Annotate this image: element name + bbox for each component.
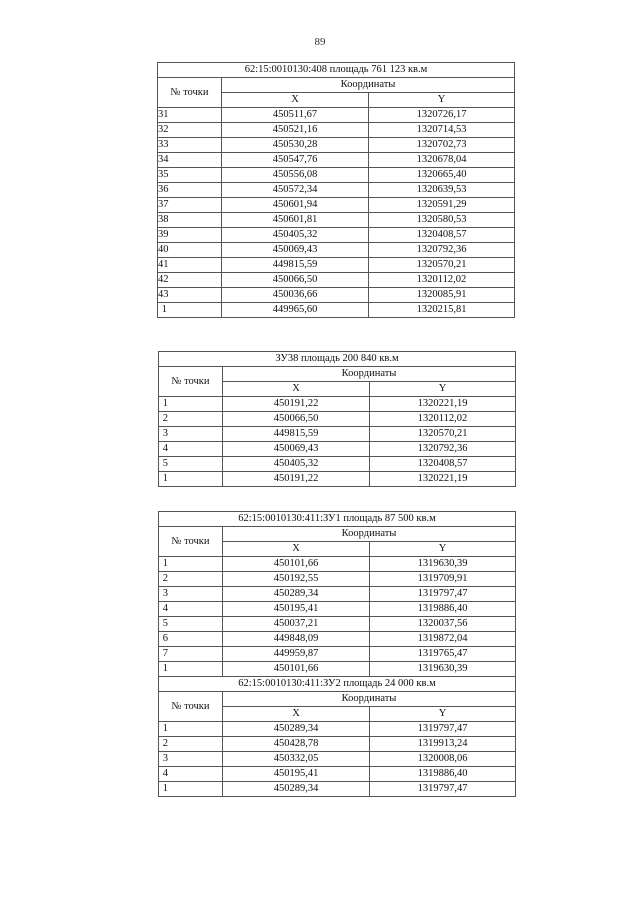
x-coordinate: 450428,78	[223, 737, 370, 752]
point-number: 34	[158, 153, 222, 168]
table-header-row	[159, 527, 516, 542]
x-coordinate: 450289,34	[223, 587, 370, 602]
point-number: 5	[159, 457, 223, 472]
y-coordinate: 1320215,81	[369, 303, 515, 318]
y-header: Y	[370, 382, 516, 397]
table-row	[159, 737, 516, 752]
x-header: X	[222, 93, 369, 108]
point-number: 43	[158, 288, 222, 303]
point-number: 1	[159, 722, 223, 737]
coordinates-header: Координаты	[223, 367, 516, 382]
x-coordinate: 450069,43	[222, 243, 369, 258]
table-row	[159, 632, 516, 647]
x-coordinate: 450191,22	[223, 397, 370, 412]
x-coordinate: 450572,34	[222, 183, 369, 198]
table-row	[158, 168, 515, 183]
table-row	[159, 427, 516, 442]
y-coordinate: 1319913,24	[370, 737, 516, 752]
point-number: 1	[159, 782, 223, 797]
table-row	[158, 123, 515, 138]
x-coordinate: 450521,16	[222, 123, 369, 138]
table-row	[158, 273, 515, 288]
x-coordinate: 450289,34	[223, 782, 370, 797]
x-coordinate: 449965,60	[222, 303, 369, 318]
table-row	[159, 617, 516, 632]
y-coordinate: 1320112,02	[369, 273, 515, 288]
point-number: 1	[159, 557, 223, 572]
table-row	[158, 183, 515, 198]
table-row	[158, 228, 515, 243]
table-header-row	[159, 367, 516, 382]
table-row	[158, 303, 515, 318]
table-row	[159, 782, 516, 797]
table-row	[158, 243, 515, 258]
point-number: 38	[158, 213, 222, 228]
coordinates-table-zu38	[158, 351, 516, 487]
point-number: 2	[159, 572, 223, 587]
x-coordinate: 449815,59	[223, 427, 370, 442]
table-row	[159, 647, 516, 662]
x-coordinate: 450069,43	[223, 442, 370, 457]
point-number: 41	[158, 258, 222, 273]
point-number: 33	[158, 138, 222, 153]
x-coordinate: 450601,94	[222, 198, 369, 213]
x-coordinate: 450101,66	[223, 557, 370, 572]
y-header: Y	[370, 542, 516, 557]
table-row	[159, 442, 516, 457]
table-title: 62:15:0010130:408 площадь 761 123 кв.м	[158, 63, 515, 78]
point-number: 42	[158, 273, 222, 288]
x-coordinate: 450036,66	[222, 288, 369, 303]
point-number: 1	[159, 472, 223, 487]
y-coordinate: 1320112,02	[370, 412, 516, 427]
point-number: 3	[159, 587, 223, 602]
point-number: 1	[159, 662, 223, 677]
point-number-header: № точки	[159, 527, 223, 557]
y-coordinate: 1319872,04	[370, 632, 516, 647]
point-number: 6	[159, 632, 223, 647]
table-row	[158, 153, 515, 168]
y-coordinate: 1319709,91	[370, 572, 516, 587]
coordinates-table-408	[157, 62, 515, 318]
table-row	[159, 587, 516, 602]
table-row	[158, 288, 515, 303]
point-number: 2	[159, 412, 223, 427]
table-row	[158, 198, 515, 213]
y-coordinate: 1320726,17	[369, 108, 515, 123]
point-number: 31	[158, 108, 222, 123]
point-number: 1	[158, 303, 222, 318]
y-coordinate: 1320714,53	[369, 123, 515, 138]
x-coordinate: 450037,21	[223, 617, 370, 632]
x-header: X	[223, 542, 370, 557]
y-coordinate: 1320408,57	[370, 457, 516, 472]
x-coordinate: 450511,67	[222, 108, 369, 123]
x-coordinate: 450405,32	[223, 457, 370, 472]
y-coordinate: 1320221,19	[370, 397, 516, 412]
x-coordinate: 450101,66	[223, 662, 370, 677]
y-coordinate: 1320221,19	[370, 472, 516, 487]
table-row	[159, 722, 516, 737]
table-row	[159, 752, 516, 767]
point-number: 1	[159, 397, 223, 412]
coordinates-header: Координаты	[223, 692, 516, 707]
y-coordinate: 1320678,04	[369, 153, 515, 168]
table-title-row	[159, 677, 516, 692]
x-coordinate: 449959,87	[223, 647, 370, 662]
point-number: 5	[159, 617, 223, 632]
table-title-row	[159, 352, 516, 367]
point-number: 3	[159, 427, 223, 442]
table-row	[158, 258, 515, 273]
y-coordinate: 1319797,47	[370, 782, 516, 797]
y-coordinate: 1319765,47	[370, 647, 516, 662]
y-coordinate: 1320702,73	[369, 138, 515, 153]
y-coordinate: 1320570,21	[370, 427, 516, 442]
y-header: Y	[369, 93, 515, 108]
coordinates-header: Координаты	[223, 527, 516, 542]
y-coordinate: 1319886,40	[370, 767, 516, 782]
y-coordinate: 1320580,53	[369, 213, 515, 228]
table-title: ЗУ38 площадь 200 840 кв.м	[159, 352, 516, 367]
table-row	[158, 108, 515, 123]
point-number: 37	[158, 198, 222, 213]
y-coordinate: 1320792,36	[370, 442, 516, 457]
table-title-row	[158, 63, 515, 78]
table-row	[159, 557, 516, 572]
point-number: 32	[158, 123, 222, 138]
point-number-header: № точки	[158, 78, 222, 108]
x-coordinate: 450601,81	[222, 213, 369, 228]
x-coordinate: 450332,05	[223, 752, 370, 767]
table-title: 62:15:0010130:411:ЗУ2 площадь 24 000 кв.м	[159, 677, 516, 692]
point-number: 39	[158, 228, 222, 243]
x-coordinate: 450066,50	[223, 412, 370, 427]
point-number: 35	[158, 168, 222, 183]
x-coordinate: 450195,41	[223, 767, 370, 782]
table-row	[159, 457, 516, 472]
table-header-row	[159, 692, 516, 707]
point-number: 2	[159, 737, 223, 752]
table-title-row	[159, 512, 516, 527]
y-coordinate: 1319797,47	[370, 587, 516, 602]
point-number: 4	[159, 767, 223, 782]
coordinates-table-411	[158, 511, 516, 797]
point-number: 4	[159, 602, 223, 617]
y-coordinate: 1319797,47	[370, 722, 516, 737]
y-coordinate: 1320085,91	[369, 288, 515, 303]
coordinates-header: Координаты	[222, 78, 515, 93]
table-row	[159, 767, 516, 782]
x-coordinate: 450530,28	[222, 138, 369, 153]
x-coordinate: 450195,41	[223, 602, 370, 617]
table-row	[159, 662, 516, 677]
x-coordinate: 450191,22	[223, 472, 370, 487]
x-coordinate: 450556,08	[222, 168, 369, 183]
table-row	[159, 412, 516, 427]
table-row	[158, 138, 515, 153]
y-coordinate: 1320591,29	[369, 198, 515, 213]
table-header-row	[158, 78, 515, 93]
point-number: 36	[158, 183, 222, 198]
table-title: 62:15:0010130:411:ЗУ1 площадь 87 500 кв.м	[159, 512, 516, 527]
table-row	[159, 397, 516, 412]
table-row	[159, 572, 516, 587]
x-coordinate: 450192,55	[223, 572, 370, 587]
point-number: 4	[159, 442, 223, 457]
point-number: 3	[159, 752, 223, 767]
x-header: X	[223, 382, 370, 397]
x-coordinate: 450289,34	[223, 722, 370, 737]
point-number: 40	[158, 243, 222, 258]
x-coordinate: 450547,76	[222, 153, 369, 168]
y-coordinate: 1319630,39	[370, 662, 516, 677]
table-row	[159, 602, 516, 617]
y-coordinate: 1320408,57	[369, 228, 515, 243]
x-coordinate: 449815,59	[222, 258, 369, 273]
y-coordinate: 1320037,56	[370, 617, 516, 632]
y-coordinate: 1320639,53	[369, 183, 515, 198]
y-coordinate: 1320665,40	[369, 168, 515, 183]
y-header: Y	[370, 707, 516, 722]
x-coordinate: 450405,32	[222, 228, 369, 243]
table-row	[159, 472, 516, 487]
point-number: 7	[159, 647, 223, 662]
y-coordinate: 1319630,39	[370, 557, 516, 572]
y-coordinate: 1320008,06	[370, 752, 516, 767]
x-coordinate: 450066,50	[222, 273, 369, 288]
point-number-header: № точки	[159, 692, 223, 722]
y-coordinate: 1319886,40	[370, 602, 516, 617]
x-coordinate: 449848,09	[223, 632, 370, 647]
table-row	[158, 213, 515, 228]
y-coordinate: 1320570,21	[369, 258, 515, 273]
page-number: 89	[314, 36, 326, 48]
x-header: X	[223, 707, 370, 722]
point-number-header: № точки	[159, 367, 223, 397]
y-coordinate: 1320792,36	[369, 243, 515, 258]
